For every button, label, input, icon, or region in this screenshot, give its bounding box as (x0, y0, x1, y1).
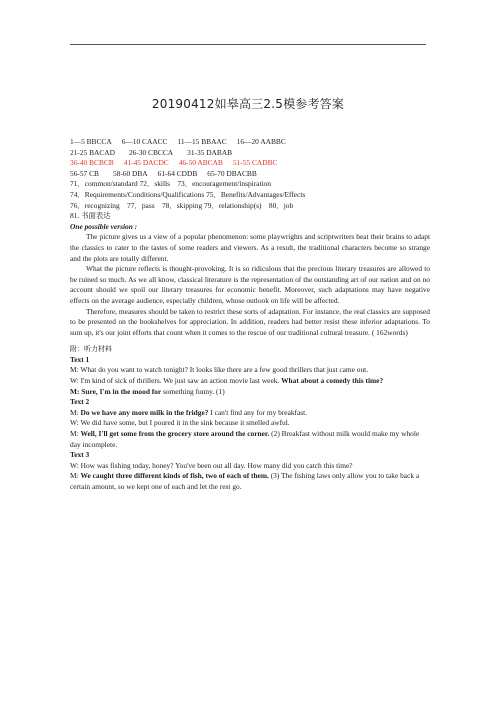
answer-group: 36-40 BCBCB (70, 158, 114, 168)
dialog-answer-text: M: Sure, I'm in the mood for (70, 386, 163, 396)
essay-paragraph-1: The picture gives us a view of a popular phenomenon: some playwrights and scriptwriters beat their brains to adapt the classics to cater to the tastes of some readers and viewers. As a result, the traditional characters become so strange and the plots are totally different. (70, 232, 430, 263)
answer-group: 51-55 CADBC (232, 158, 278, 168)
listening-heading: 附：听力材料 (70, 345, 112, 354)
answer-group: 58-60 DBA (112, 168, 148, 178)
answer-group: 11—15 BBAAC (177, 137, 227, 146)
answer-group: 1—5 BBCCA (70, 137, 112, 146)
text1-label: Text 1 (70, 354, 90, 364)
answer-row-4 (70, 169, 430, 180)
answer-group: 65-70 DBACBB (207, 168, 257, 178)
answer-group: 41-45 DACDC (123, 158, 169, 168)
dialog-text: (3) The fishing laws only allow you to take back a certain amount, so we kept one of each and let the rest go. (70, 471, 420, 491)
answer-group: 21-25 BACAD (70, 147, 115, 157)
text3-label: Text 3 (70, 450, 90, 460)
answer-row-5: 71．common/standard 72．skills 73．encouragement/inspiration (70, 179, 271, 189)
answer-row-1 (70, 137, 430, 148)
dialog-answer-text: Do we have any more milk in the fridge? (80, 407, 209, 417)
answer-group: 46-50 ABCAB (178, 158, 223, 168)
text1-line-2 (70, 376, 430, 387)
answer-group: 26-30 CBCCA (128, 147, 174, 157)
dialog-answer-text: Well, I'll get some from the grocery store around the corner. (80, 429, 270, 439)
essay-paragraph-3: Therefore, measures should be taken to restrict these sorts of adaptation. For instance, the real classics are supposed to be presented on the bookshelves for appreciation. In addition, readers had better resist these inferior adaptations. To sum up, it's our joint efforts that count when it comes to the rescue of our traditional cultural treasure. ( 162words) (70, 306, 430, 337)
text2-line-3 (70, 429, 430, 450)
answer-group: 6—10 CAACC (121, 137, 168, 146)
answer-row-2 (70, 148, 430, 159)
document-body (70, 137, 430, 493)
answer-group: 61-64 CDDB (157, 168, 198, 178)
answer-row-7: 76．recognizing 77．pass 78．skipping 79．relationship(s) 80．job (70, 200, 294, 210)
answer-group: 16—20 AABBC (236, 137, 286, 146)
writing-section-label: 81. 书面表达 (70, 211, 111, 221)
answer-row-6: 74．Requirements/Conditions/Qualifications 75．Benefits/Advantages/Effects (70, 189, 306, 199)
text1-line-1: M: What do you want to watch tonight? It looks like there are a few good thrillers that just came out. (70, 365, 369, 375)
answer-row-3 (70, 158, 430, 169)
text2-label: Text 2 (70, 397, 90, 407)
dialog-text: (2) Breakfast without milk would make my whole day incomplete. (70, 429, 420, 449)
essay-paragraph-2: What the picture reflects is thought-provoking. It is so ridiculous that the precious literary treasures are allowed to be ruined so much. As we all know, classical literature is the representation of the outstanding art of our nation and on no account should we spoil our literary treasures for economic benefit. Moreover, such adaptations may have negative effects on the average audience, especially children, whose outlook on life will be affected. (70, 264, 430, 305)
dialog-answer-text: We caught three different kinds of fish, two of each of them. (80, 471, 269, 481)
answer-group: 31-35 DABAB (187, 147, 233, 157)
dialog-text: something funny. (1) (162, 386, 225, 396)
dialog-answer-text: What about a comedy this time? (281, 376, 384, 386)
dialog-text: I can't find any for my breakfast. (208, 407, 308, 417)
dialog-text: W: I'm kind of sick of thrillers. We just saw an action movie last week. (70, 376, 282, 386)
dialog-text: M: (70, 471, 81, 481)
answer-group: 56-57 CB (70, 168, 99, 178)
essay-heading: One possible version : (70, 221, 138, 231)
page-title: 20190412如皋高三2.5模参考答案 (151, 97, 345, 111)
text3-line-2 (70, 471, 430, 492)
dialog-text: M: (70, 429, 81, 439)
text1-line-3 (70, 387, 430, 398)
dialog-text: M: (70, 407, 81, 417)
text3-line-1: W: How was fishing today, honey? You've been out all day. How many did you catch this time? (70, 460, 353, 470)
text2-line-1 (70, 408, 430, 419)
text2-line-2: W: We did have some, but I poured it in the sink because it smelled awful. (70, 418, 290, 428)
header-rule (70, 44, 426, 45)
